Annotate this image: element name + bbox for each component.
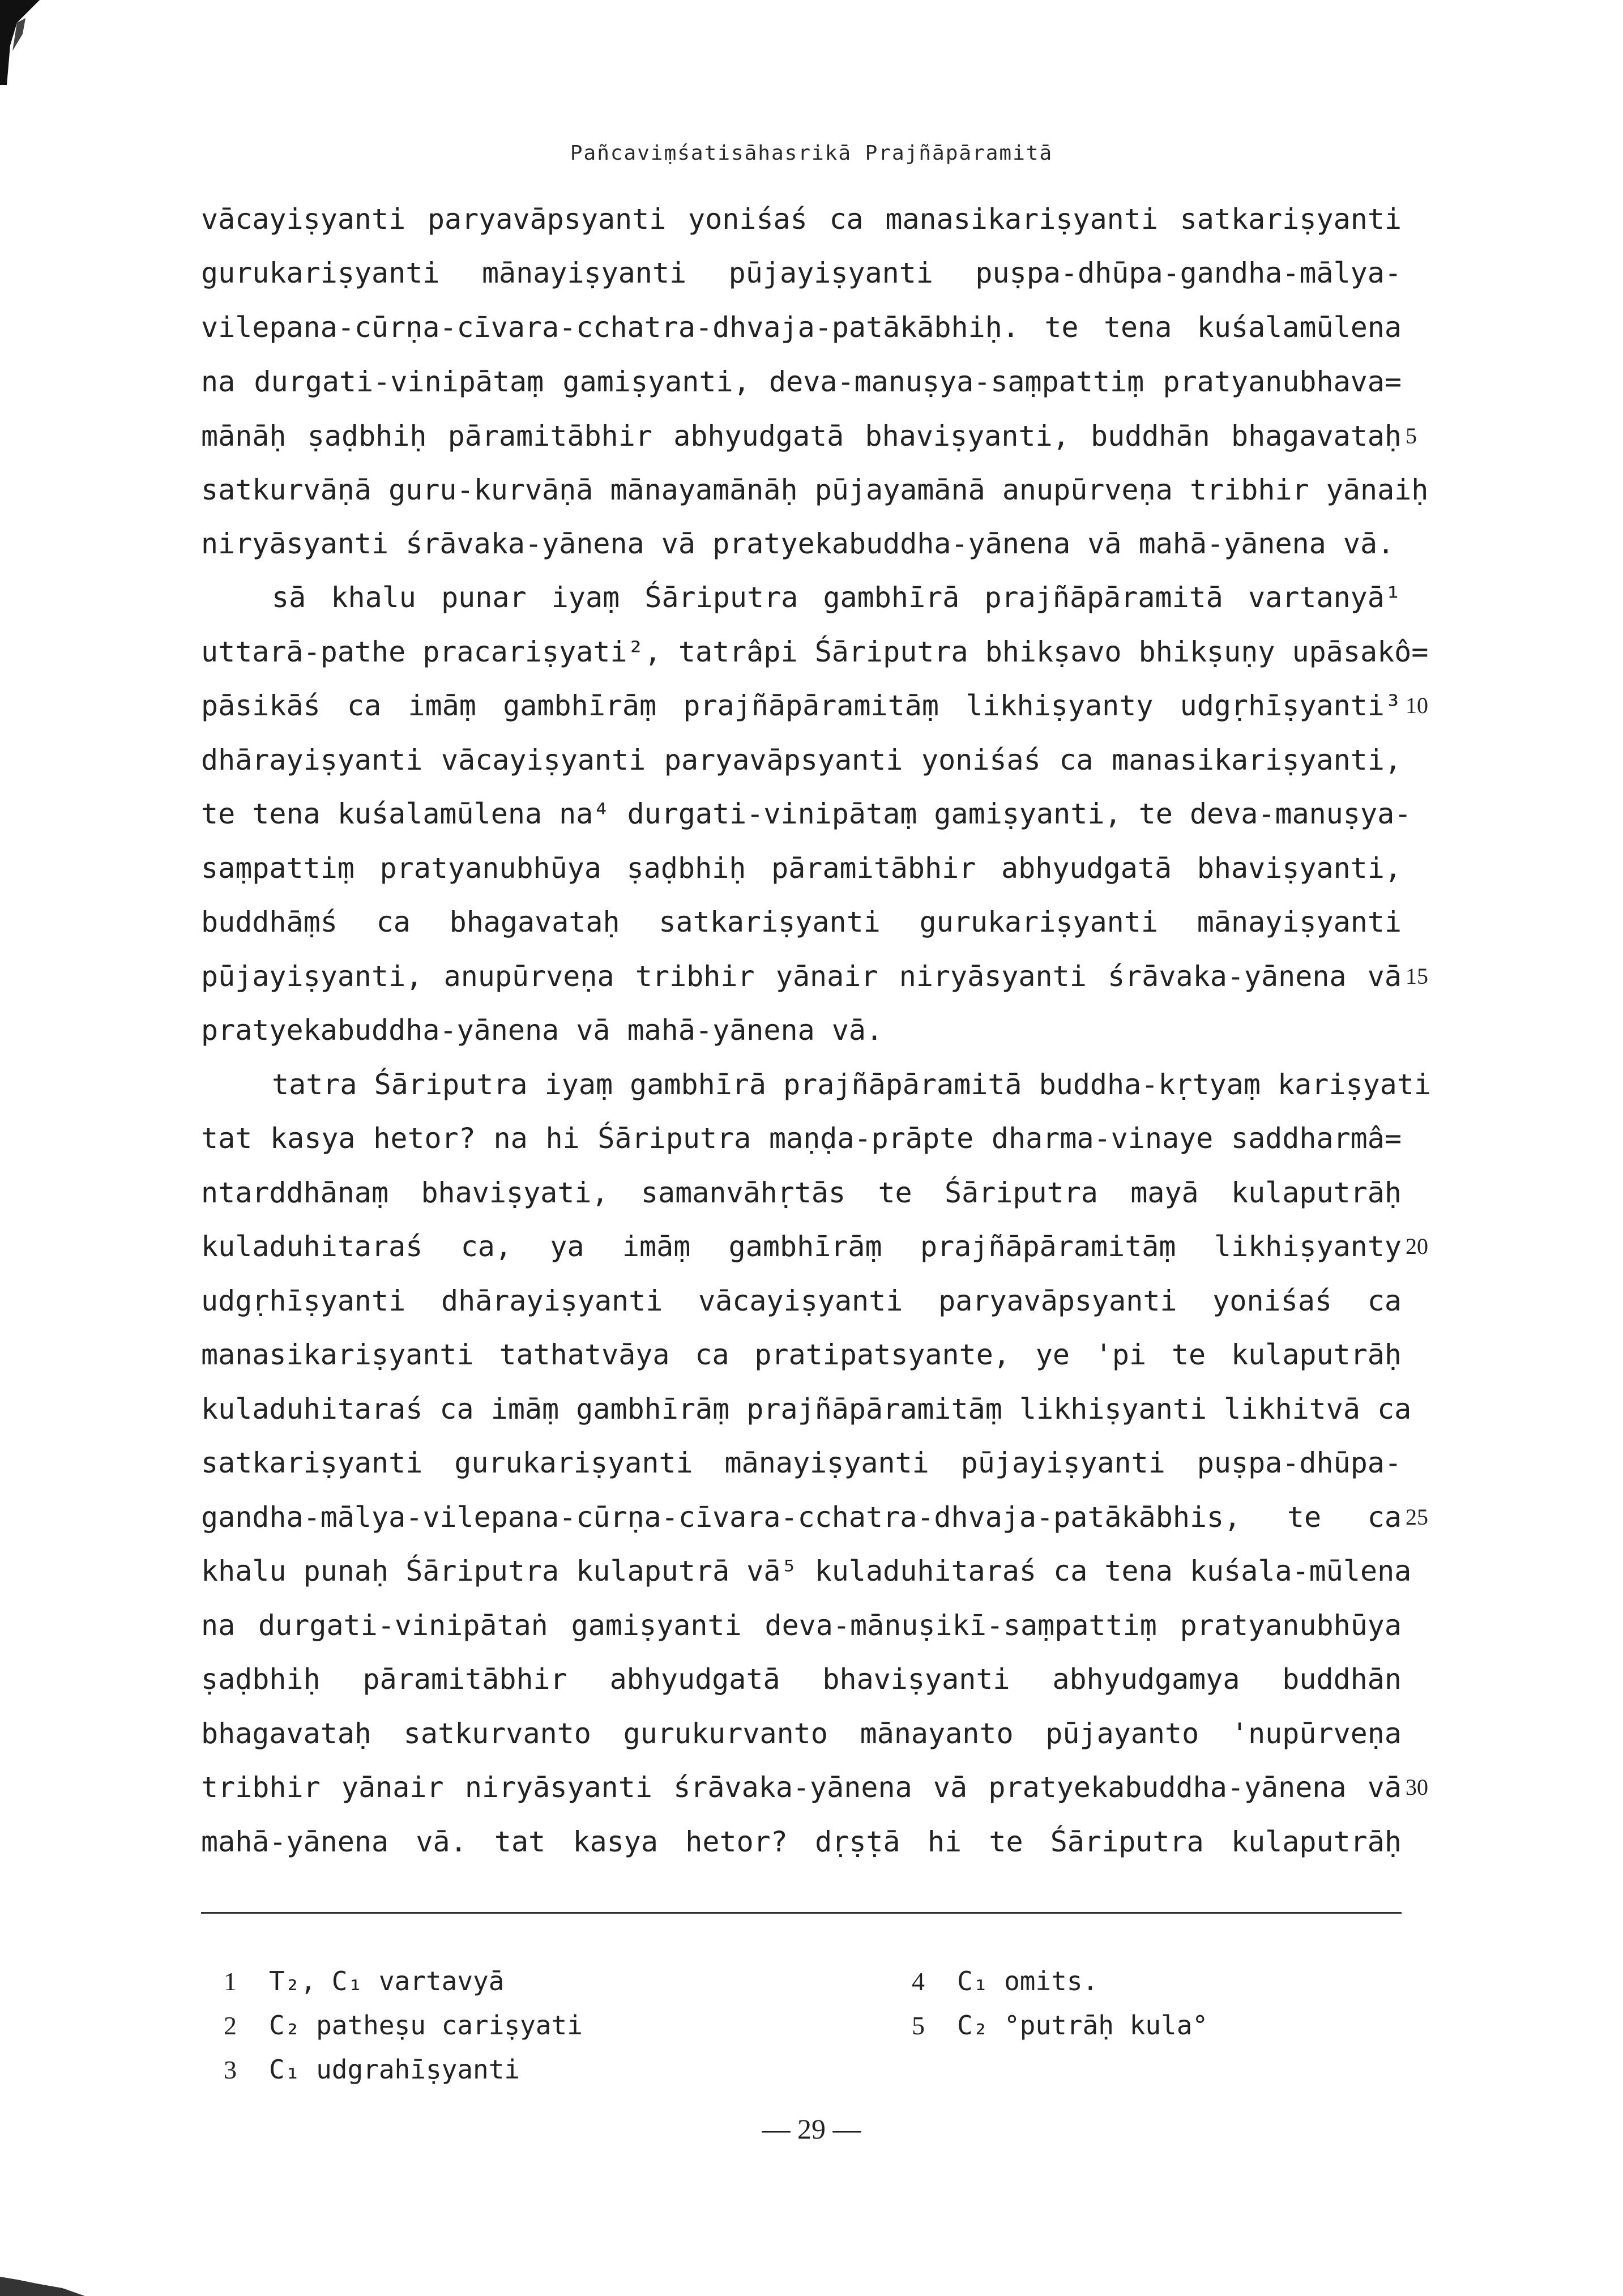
text-line: khalu punaḥ Śāriputra kulaputrā vā⁵ kuladuhitaraś ca tena kuśala-mūlena	[201, 1555, 1412, 1587]
text-line: saṃpattiṃ pratyanubhūya ṣaḍbhiḥ pāramitābhir abhyudgatā bhaviṣyanti,	[201, 852, 1402, 885]
text-line: na durgati-vinipātaṅ gamiṣyanti deva-mānuṣikī-saṃpattiṃ pratyanubhūya	[201, 1609, 1402, 1642]
text-line: kuladuhitaraś ca, ya imāṃ gambhīrāṃ prajñāpāramitāṃ likhiṣyanty	[201, 1230, 1402, 1263]
line-number: 10	[1406, 693, 1428, 718]
text-line: pratyekabuddha-yānena vā mahā-yānena vā.	[201, 1014, 883, 1047]
footnote-number: 1	[224, 1967, 237, 1996]
text-line: kuladuhitaraś ca imāṃ gambhīrāṃ prajñāpāramitāṃ likhiṣyanti likhitvā ca	[201, 1393, 1412, 1426]
text-line: tribhir yānair niryāsyanti śrāvaka-yānena vā pratyekabuddha-yānena vā	[201, 1771, 1402, 1804]
line-number: 25	[1406, 1504, 1428, 1530]
text-line: dhārayiṣyanti vācayiṣyanti paryavāpsyanti yoniśaś ca manasikariṣyanti,	[201, 744, 1402, 776]
text-line: vācayiṣyanti paryavāpsyanti yoniśaś ca manasikariṣyanti satkariṣyanti	[201, 203, 1402, 236]
line-number: 15	[1406, 963, 1428, 989]
footnote	[224, 1960, 504, 2003]
footnote-text: T₂, C₁ vartavyā	[269, 1966, 505, 1996]
footnote-number: 4	[912, 1967, 925, 1996]
line-number: 20	[1406, 1234, 1428, 1259]
text-line: tatra Śāriputra iyaṃ gambhīrā prajñāpāramitā buddha-kṛtyaṃ kariṣyati	[272, 1068, 1431, 1101]
line-number: 5	[1406, 423, 1417, 449]
text-line: manasikariṣyanti tathatvāya ca pratipatsyante, ye 'pi te kulaputrāḥ	[201, 1338, 1402, 1371]
text-line: pāsikāś ca imāṃ gambhīrāṃ prajñāpāramitāṃ likhiṣyanty udgṛhīṣyanti³	[201, 689, 1402, 722]
footnote-text: C₂ patheṣu cariṣyati	[269, 2010, 583, 2041]
text-line: niryāsyanti śrāvaka-yānena vā pratyekabuddha-yānena vā mahā-yānena vā.	[201, 527, 1395, 560]
footnote	[224, 2004, 583, 2047]
text-line: sā khalu punar iyaṃ Śāriputra gambhīrā prajñāpāramitā vartanyā¹	[272, 581, 1402, 614]
footnote-rule	[201, 1912, 1402, 1914]
text-line: satkurvāṇā guru-kurvāṇā mānayamānāḥ pūjayamānā anupūrveṇa tribhir yānaiḥ	[201, 473, 1429, 506]
scan-shadow-top-left	[0, 0, 40, 85]
text-line: mānāḥ ṣaḍbhiḥ pāramitābhir abhyudgatā bhaviṣyanti, buddhān bhagavataḥ	[201, 420, 1402, 453]
text-line: tat kasya hetor? na hi Śāriputra maṇḍa-prāpte dharma-vinaye saddharmâ=	[201, 1122, 1402, 1155]
text-line: ntarddhānaṃ bhaviṣyati, samanvāhṛtās te Śāriputra mayā kulaputrāḥ	[201, 1176, 1402, 1209]
text-line: mahā-yānena vā. tat kasya hetor? dṛṣṭā hi te Śāriputra kulaputrāḥ	[201, 1825, 1402, 1858]
footnote-number: 3	[224, 2055, 237, 2084]
footnote	[224, 2048, 520, 2091]
line-number: 30	[1406, 1774, 1428, 1800]
text-line: vilepana-cūrṇa-cīvara-cchatra-dhvaja-patākābhiḥ. te tena kuśalamūlena	[201, 311, 1402, 344]
footnote-number: 2	[224, 2011, 237, 2040]
text-line: buddhāṃś ca bhagavataḥ satkariṣyanti gurukariṣyanti mānayiṣyanti	[201, 906, 1402, 938]
footnote	[912, 1960, 1098, 2003]
footnote	[912, 2004, 1208, 2047]
footnote-number: 5	[912, 2011, 925, 2040]
footnote-text: C₁ omits.	[957, 1966, 1099, 1996]
scan-shadow-bottom-left	[0, 2257, 85, 2296]
text-line: te tena kuśalamūlena na⁴ durgati-vinipātaṃ gamiṣyanti, te deva-manuṣya-	[201, 797, 1412, 830]
text-line: na durgati-vinipātaṃ gamiṣyanti, deva-manuṣya-saṃpattiṃ pratyanubhava=	[201, 365, 1402, 398]
page-number: — 29 —	[762, 2113, 861, 2145]
running-head: Pañcaviṃśatisāhasrikā Prajñāpāramitā	[570, 142, 1053, 165]
text-line: satkariṣyanti gurukariṣyanti mānayiṣyanti pūjayiṣyanti puṣpa-dhūpa-	[201, 1446, 1402, 1479]
text-line: uttarā-pathe pracariṣyati², tatrâpi Śāriputra bhikṣavo bhikṣuṇy upāsakô=	[201, 635, 1429, 668]
text-line: bhagavataḥ satkurvanto gurukurvanto mānayanto pūjayanto 'nupūrveṇa	[201, 1717, 1402, 1750]
text-line: gandha-mālya-vilepana-cūrṇa-cīvara-cchatra-dhvaja-patākābhis, te ca	[201, 1501, 1402, 1534]
text-line: udgṛhīṣyanti dhārayiṣyanti vācayiṣyanti paryavāpsyanti yoniśaś ca	[201, 1284, 1402, 1317]
text-line: pūjayiṣyanti, anupūrveṇa tribhir yānair niryāsyanti śrāvaka-yānena vā	[201, 960, 1402, 993]
text-line: gurukariṣyanti mānayiṣyanti pūjayiṣyanti puṣpa-dhūpa-gandha-mālya-	[201, 257, 1402, 289]
footnote-text: C₁ udgrahīṣyanti	[269, 2054, 520, 2085]
footnote-text: C₂ °putrāḥ kula°	[957, 2010, 1208, 2041]
text-line: ṣaḍbhiḥ pāramitābhir abhyudgatā bhaviṣyanti abhyudgamya buddhān	[201, 1663, 1402, 1696]
